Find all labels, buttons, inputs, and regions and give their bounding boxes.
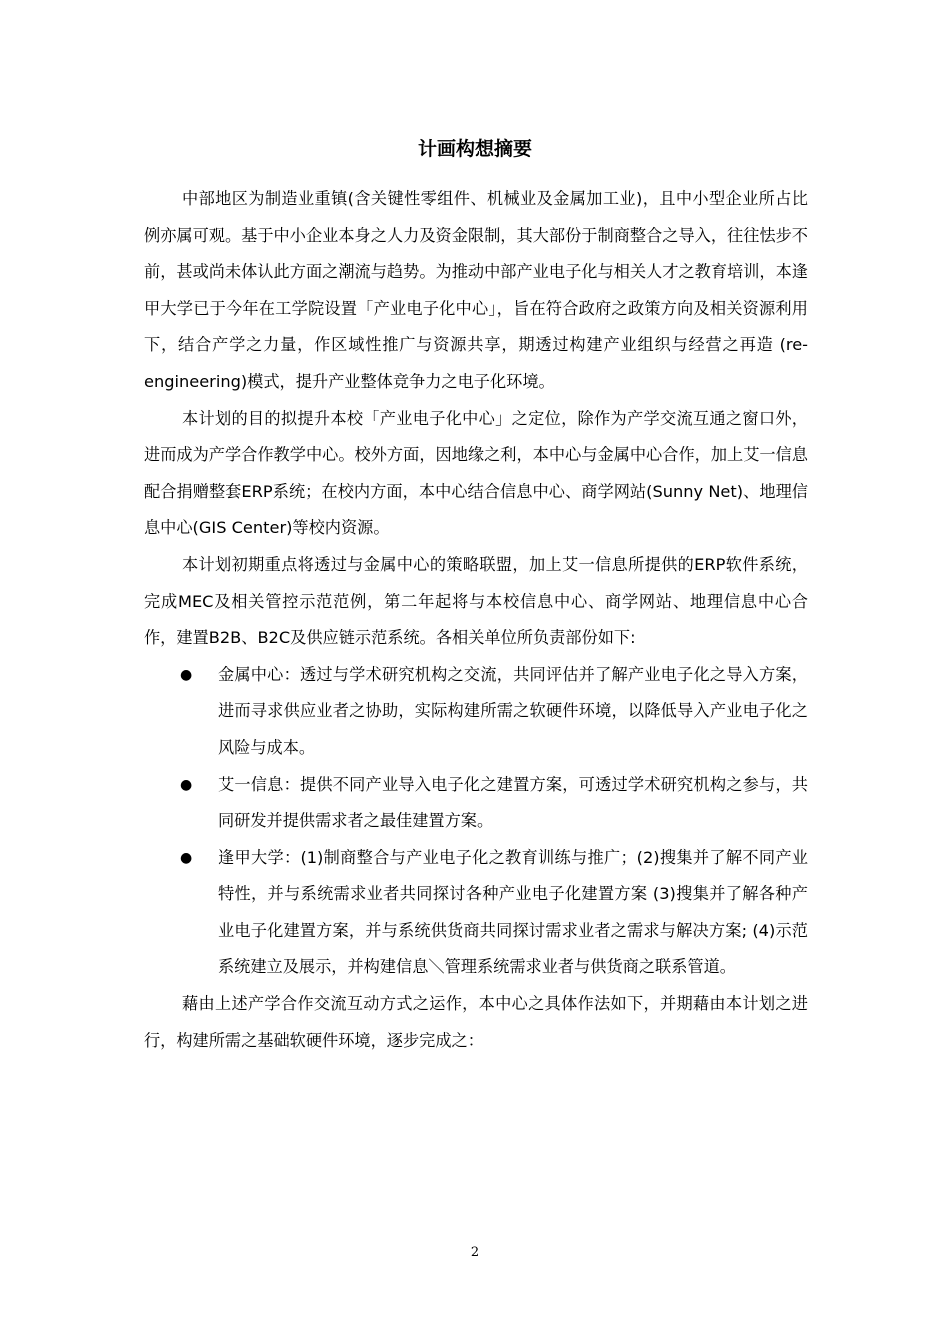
bullet-icon: ● xyxy=(180,666,193,683)
document-body xyxy=(144,181,808,1059)
list-item xyxy=(144,767,808,840)
paragraph-initial-focus: 本计划初期重点将透过与金属中心的策略联盟，加上艾一信息所提供的ERP软件系统，完成MEC及相关管控示范范例，第二年起将与本校信息中心、商学网站、地理信息中心合作，建置B2B、B2C及供应链示范系统。各相关单位所负责部份如下: xyxy=(144,554,808,648)
paragraph-intro: 中部地区为制造业重镇(含关键性零组件、机械业及金属加工业)，且中小型企业所占比例亦属可观。基于中小企业本身之人力及资金限制，其大部份于制商整合之导入，往往怯步不前，甚或尚未体认此方面之潮流与趋势。为推动中部产业电子化与相关人才之教育培训，本逢甲大学已于今年在工学院设置「产业电子化中心」，旨在符合政府之政策方向及相关资源利用下，结合产学之力量，作区域性推广与资源共享，期透过构建产业组织与经营之再造 (re-engineering)模式，提升产业整体竞争力之电子化环境。 xyxy=(144,189,808,391)
paragraph-purpose: 本计划的目的拟提升本校「产业电子化中心」之定位，除作为产学交流互通之窗口外，进而成为产学合作教学中心。校外方面，因地缘之利，本中心与金属中心合作，加上艾一信息配合捐赠整套ERP系统；在校内方面，本中心结合信息中心、商学网站(Sunny Net)、地理信息中心(GIS Center)等校内资源。 xyxy=(144,408,808,538)
list-item xyxy=(144,657,808,767)
list-item-text: 艾一信息：提供不同产业导入电子化之建置方案，可透过学术研究机构之参与，共同研发并提供需求者之最佳建置方案。 xyxy=(218,774,808,831)
list-item-text: 金属中心：透过与学术研究机构之交流，共同评估并了解产业电子化之导入方案，进而寻求供应业者之协助，实际构建所需之软硬件环境，以降低导入产业电子化之风险与成本。 xyxy=(218,664,808,757)
list-item-text: 逢甲大学：(1)制商整合与产业电子化之教育训练与推广；(2)搜集并了解不同产业特性，并与系统需求业者共同探讨各种产业电子化建置方案 (3)搜集并了解各种产业电子化建置方案，并与系统供货商共同探讨需求业者之需求与解决方案; (4)示范系统建立及展示，并构建信息＼管理系统需求业者与供货商之联系管道。 xyxy=(218,847,808,977)
responsibility-list xyxy=(144,657,808,986)
page-number: 2 xyxy=(470,1245,480,1260)
bullet-icon: ● xyxy=(180,776,193,793)
bullet-icon: ● xyxy=(180,849,193,866)
document-title: 计画构想摘要 xyxy=(417,138,532,160)
paragraph-closing: 藉由上述产学合作交流互动方式之运作，本中心之具体作法如下，并期藉由本计划之进行，构建所需之基础软硬件环境，逐步完成之： xyxy=(144,994,808,1050)
list-item xyxy=(144,840,808,986)
